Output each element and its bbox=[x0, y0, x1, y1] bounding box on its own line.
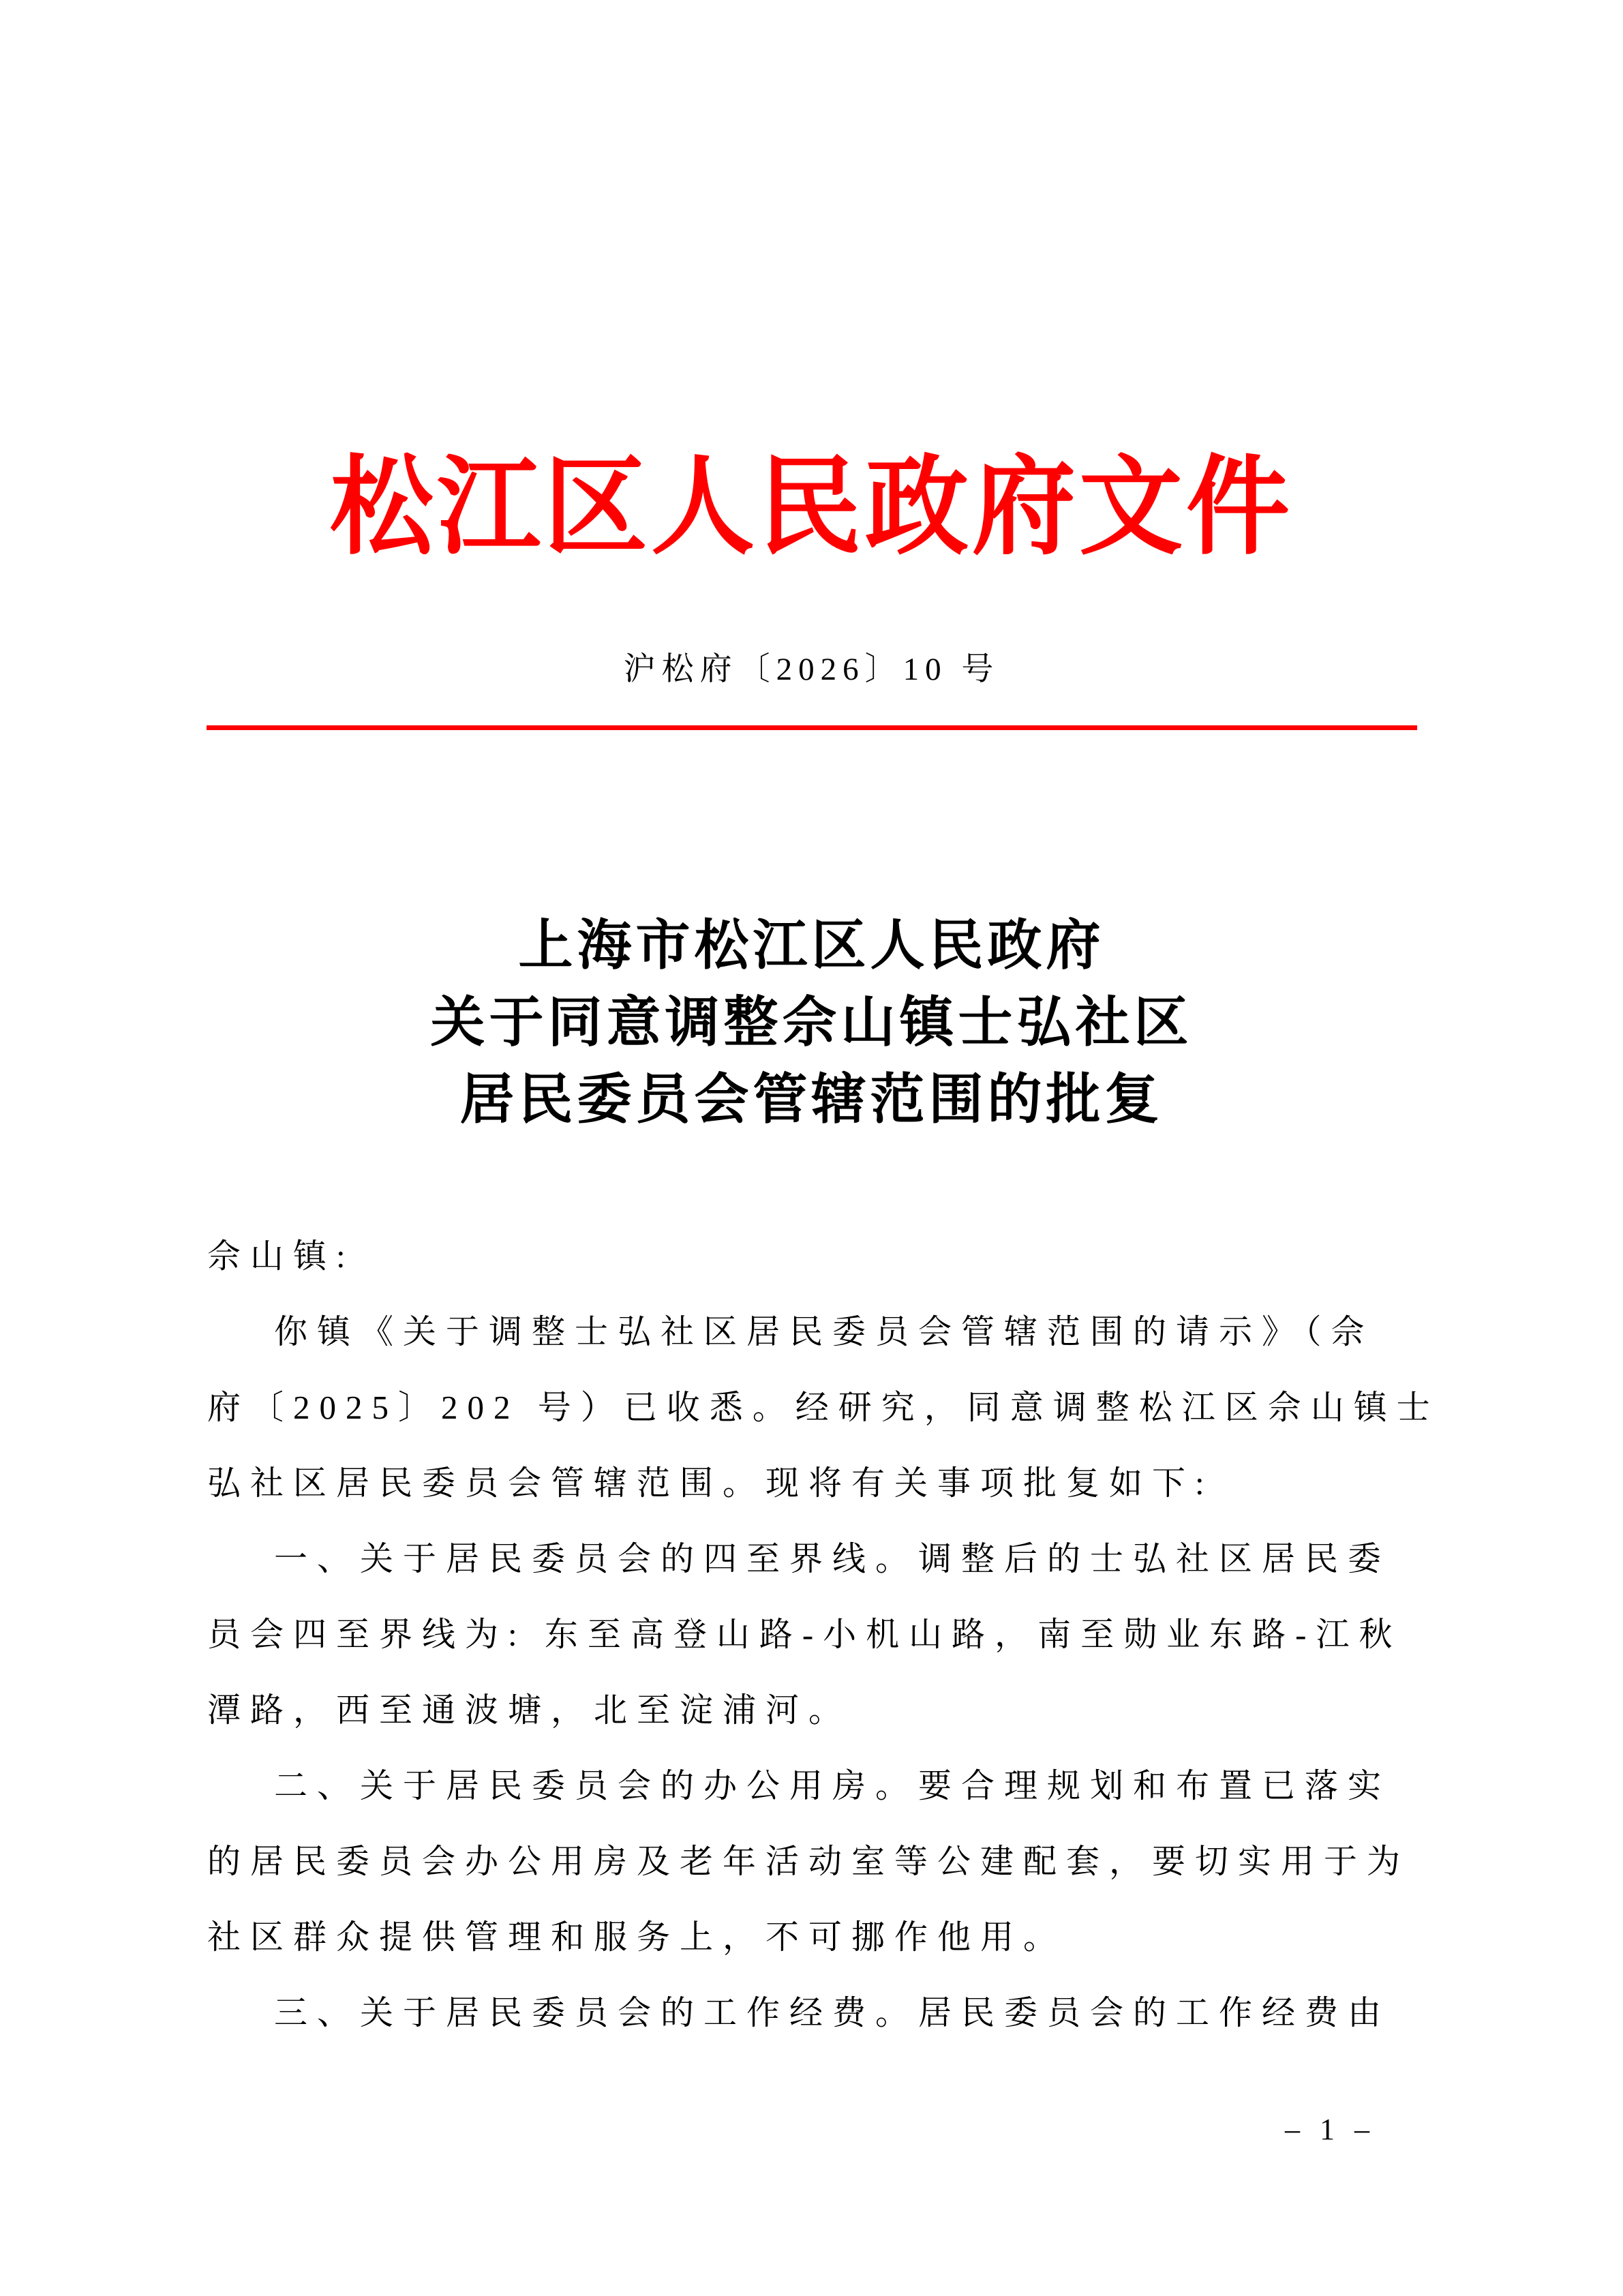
document-body bbox=[207, 1218, 1440, 2051]
body-line: 一、关于居民委员会的四至界线。调整后的士弘社区居民委 bbox=[274, 1540, 1391, 1577]
body-line: 的居民委员会办公用房及老年活动室等公建配套，要切实用于为 bbox=[207, 1843, 1410, 1880]
page-number: – 1 – bbox=[1285, 2113, 1372, 2146]
body-line: 府〔2025〕202 号）已收悉。经研究，同意调整松江区佘山镇士 bbox=[207, 1389, 1440, 1426]
body-line: 社区群众提供管理和服务上，不可挪作他用。 bbox=[207, 1918, 1067, 1956]
document-title bbox=[0, 908, 1623, 1139]
document-title-line-1: 上海市松江区人民政府 bbox=[518, 916, 1105, 976]
salutation: 佘山镇: bbox=[207, 1237, 355, 1275]
body-line: 潭路，西至通波塘，北至淀浦河。 bbox=[207, 1691, 852, 1729]
header-divider-rule bbox=[207, 725, 1417, 730]
document-title-line-3: 居民委员会管辖范围的批复 bbox=[459, 1070, 1164, 1130]
document-number: 沪松府〔2026〕10 号 bbox=[623, 652, 1000, 687]
document-title-line-2: 关于同意调整佘山镇士弘社区 bbox=[430, 993, 1193, 1053]
body-line: 三、关于居民委员会的工作经费。居民委员会的工作经费由 bbox=[274, 1994, 1391, 2031]
issuing-authority-masthead: 松江区人民政府文件 bbox=[330, 448, 1293, 568]
body-line: 弘社区居民委员会管辖范围。现将有关事项批复如下: bbox=[207, 1464, 1214, 1502]
body-line: 员会四至界线为: 东至高登山路-小机山路，南至勋业东路-江秋 bbox=[207, 1616, 1402, 1653]
body-line: 你镇《关于调整士弘社区居民委员会管辖范围的请示》（佘 bbox=[274, 1313, 1374, 1350]
body-line: 二、关于居民委员会的办公用房。要合理规划和布置已落实 bbox=[274, 1767, 1391, 1804]
